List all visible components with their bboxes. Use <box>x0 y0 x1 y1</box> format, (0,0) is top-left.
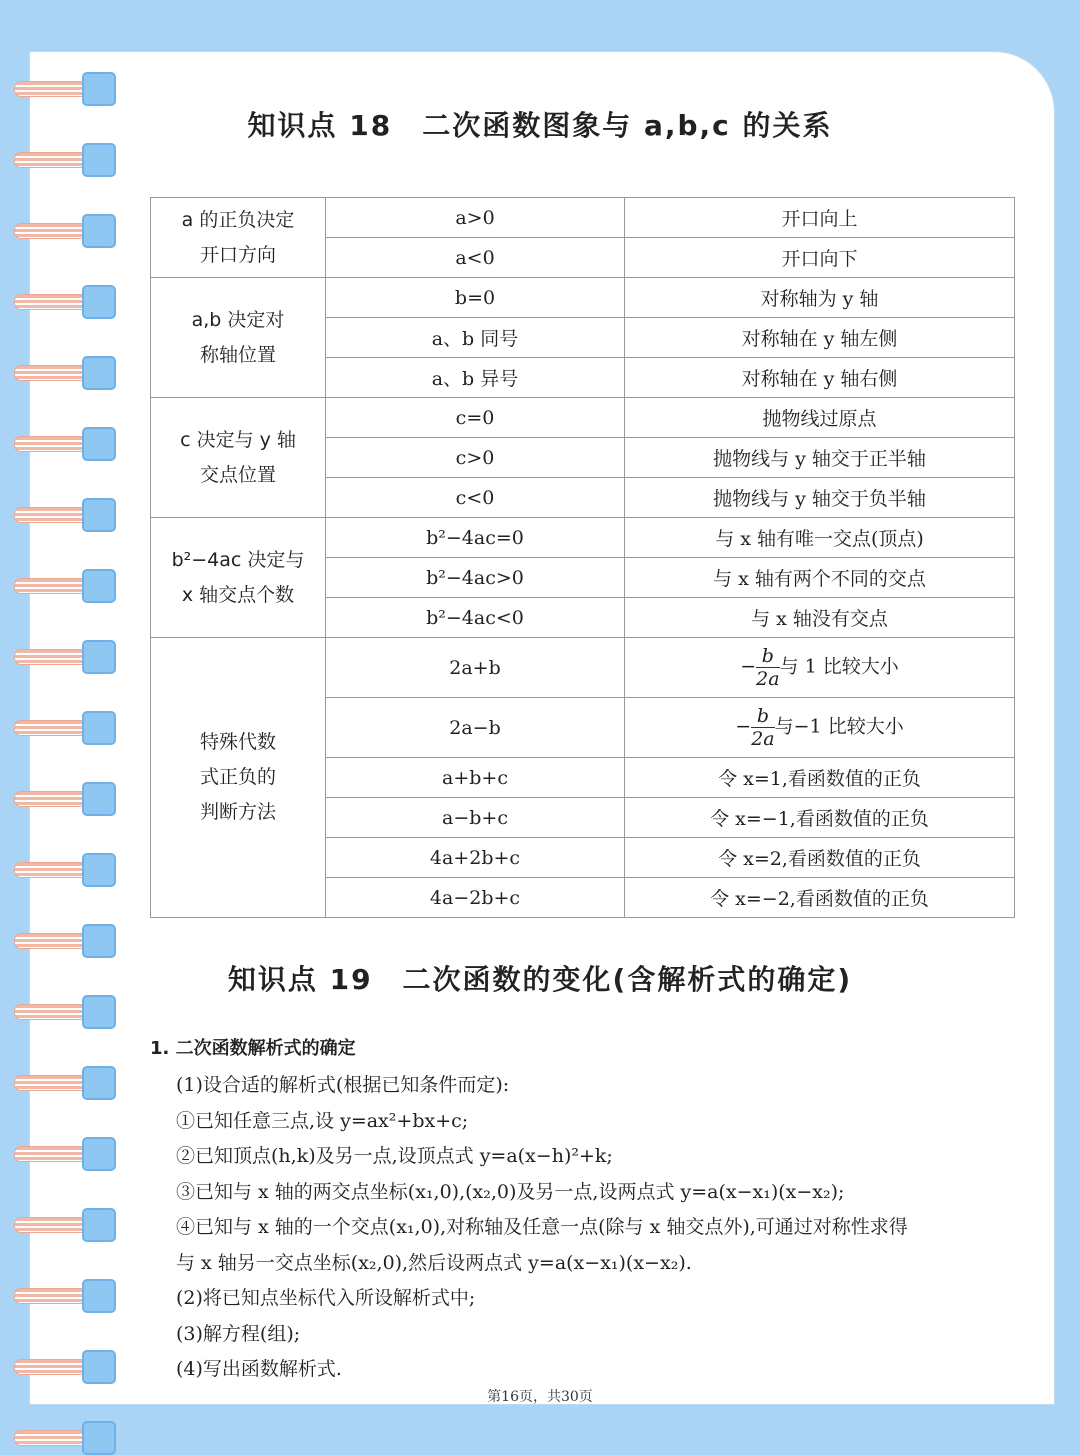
text-line: ③已知与 x 轴的两交点坐标(x₁,0),(x₂,0)及另一点,设两点式 y=a(x−x₁)(x−x₂); <box>176 1180 845 1203</box>
comparison-text: 与 1 比较大小 <box>779 655 899 678</box>
binding-ring <box>14 995 106 1029</box>
ring-wire <box>14 507 88 523</box>
ring-hole <box>82 569 116 603</box>
result-cell: 与 x 轴没有交点 <box>625 598 1015 638</box>
binding-ring <box>14 853 106 887</box>
ring-wire <box>14 1288 88 1304</box>
result-cell: 令 x=−2,看函数值的正负 <box>625 878 1015 918</box>
row-group-label <box>151 278 326 398</box>
minus-sign: − <box>735 715 752 738</box>
label-line: x 轴交点个数 <box>181 583 295 606</box>
ring-wire <box>14 223 88 239</box>
binding-ring <box>14 1350 106 1384</box>
ring-wire <box>14 720 88 736</box>
result-cell: 与 x 轴有两个不同的交点 <box>625 558 1015 598</box>
binding-ring <box>14 1066 106 1100</box>
label-line: 特殊代数 <box>199 731 276 753</box>
binding-ring <box>14 498 106 532</box>
text-line: ①已知任意三点,设 y=ax²+bx+c; <box>176 1109 469 1132</box>
condition-cell: 2a+b <box>326 638 625 698</box>
binding-ring <box>14 711 106 745</box>
result-cell: 令 x=2,看函数值的正负 <box>625 838 1015 878</box>
label-line: 开口方向 <box>199 243 276 266</box>
binding-ring <box>14 1208 106 1242</box>
result-cell: 令 x=1,看函数值的正负 <box>625 758 1015 798</box>
minus-sign: − <box>740 655 757 678</box>
result-cell: 令 x=−1,看函数值的正负 <box>625 798 1015 838</box>
ring-wire <box>14 81 88 97</box>
label-line: 判断方法 <box>199 801 276 823</box>
coefficient-table <box>150 197 1015 918</box>
binding-ring <box>14 143 106 177</box>
condition-cell: a、b 同号 <box>326 318 625 358</box>
result-cell <box>625 638 1015 698</box>
binding-ring <box>14 569 106 603</box>
ring-hole <box>82 711 116 745</box>
result-cell: 开口向下 <box>625 238 1015 278</box>
ring-hole <box>82 285 116 319</box>
ring-hole <box>82 1208 116 1242</box>
row-group-label <box>151 198 326 278</box>
comparison-text: 与−1 比较大小 <box>774 715 904 738</box>
result-cell: 开口向上 <box>625 198 1015 238</box>
ring-hole <box>82 995 116 1029</box>
ring-wire <box>14 1004 88 1020</box>
ring-wire <box>14 791 88 807</box>
table-row <box>151 398 1015 438</box>
condition-cell: a、b 异号 <box>326 358 625 398</box>
condition-cell: 2a−b <box>326 698 625 758</box>
binding-ring <box>14 214 106 248</box>
condition-cell: b²−4ac>0 <box>326 558 625 598</box>
condition-cell: b²−4ac<0 <box>326 598 625 638</box>
condition-cell: a+b+c <box>326 758 625 798</box>
ring-wire <box>14 1075 88 1091</box>
fraction-numerator: b <box>756 645 779 668</box>
ring-hole <box>82 782 116 816</box>
ring-wire <box>14 1146 88 1162</box>
condition-cell: 4a+2b+c <box>326 838 625 878</box>
ring-hole <box>82 640 116 674</box>
text-line: (1)设合适的解析式(根据已知条件而定): <box>176 1074 510 1096</box>
ring-hole <box>82 356 116 390</box>
result-cell: 对称轴在 y 轴右侧 <box>625 358 1015 398</box>
binding-ring <box>14 72 106 106</box>
binding-ring <box>14 427 106 461</box>
condition-cell: c<0 <box>326 478 625 518</box>
ring-wire <box>14 1430 88 1446</box>
table-row <box>151 278 1015 318</box>
ring-wire <box>14 436 88 452</box>
ring-wire <box>14 294 88 310</box>
ring-hole <box>82 1066 116 1100</box>
row-group-label <box>151 518 326 638</box>
row-group-label <box>151 638 326 918</box>
ring-wire <box>14 649 88 665</box>
table-row <box>151 198 1015 238</box>
text-line: 与 x 轴另一交点坐标(x₂,0),然后设两点式 y=a(x−x₁)(x−x₂). <box>176 1251 692 1274</box>
result-cell: 对称轴为 y 轴 <box>625 278 1015 318</box>
ring-wire <box>14 1359 88 1375</box>
condition-cell: a<0 <box>326 238 625 278</box>
ring-hole <box>82 427 116 461</box>
binding-ring <box>14 640 106 674</box>
table-row <box>151 638 1015 698</box>
ring-hole <box>82 72 116 106</box>
ring-wire <box>14 1217 88 1233</box>
text-line: ②已知顶点(h,k)及另一点,设顶点式 y=a(x−h)²+k; <box>176 1145 613 1167</box>
fraction <box>756 645 779 690</box>
fraction <box>751 705 774 750</box>
condition-cell: b²−4ac=0 <box>326 518 625 558</box>
result-cell: 抛物线与 y 轴交于正半轴 <box>625 438 1015 478</box>
ring-wire <box>14 862 88 878</box>
ring-hole <box>82 214 116 248</box>
result-cell: 抛物线过原点 <box>625 398 1015 438</box>
text-line: ④已知与 x 轴的一个交点(x₁,0),对称轴及任意一点(除与 x 轴交点外),可通过对称性求得 <box>176 1216 908 1238</box>
text-line: (4)写出函数解析式. <box>176 1358 342 1380</box>
label-line: 式正负的 <box>199 766 276 788</box>
fraction-denominator: 2a <box>756 668 780 690</box>
binding-ring <box>14 1421 106 1455</box>
condition-cell: b=0 <box>326 278 625 318</box>
ring-wire <box>14 578 88 594</box>
label-line: a 的正负决定 <box>181 208 295 231</box>
section-heading: 1. 二次函数解析式的确定 <box>150 1038 356 1059</box>
label-line: c 决定与 y 轴 <box>180 428 296 451</box>
ring-hole <box>82 1279 116 1313</box>
binding-ring <box>14 285 106 319</box>
ring-hole <box>82 853 116 887</box>
condition-cell: a>0 <box>326 198 625 238</box>
label-line: a,b 决定对 <box>191 308 285 331</box>
condition-cell: c=0 <box>326 398 625 438</box>
condition-cell: c>0 <box>326 438 625 478</box>
ring-hole <box>82 498 116 532</box>
ring-hole <box>82 1421 116 1455</box>
label-line: 称轴位置 <box>199 343 276 366</box>
table-row <box>151 518 1015 558</box>
section-title-19: 知识点 19 二次函数的变化(含解析式的确定) <box>227 963 853 996</box>
condition-cell: 4a−2b+c <box>326 878 625 918</box>
row-group-label <box>151 398 326 518</box>
ring-hole <box>82 143 116 177</box>
ring-wire <box>14 365 88 381</box>
binding-ring <box>14 924 106 958</box>
ring-hole <box>82 924 116 958</box>
section-title-18: 知识点 18 二次函数图象与 a,b,c 的关系 <box>247 109 833 142</box>
analytic-expression-section <box>150 1034 1030 1388</box>
text-line: (2)将已知点坐标代入所设解析式中; <box>176 1287 476 1309</box>
ring-hole <box>82 1350 116 1384</box>
binding-ring <box>14 1279 106 1313</box>
ring-hole <box>82 1137 116 1171</box>
text-line: (3)解方程(组); <box>176 1322 301 1345</box>
fraction-denominator: 2a <box>751 728 775 750</box>
ring-wire <box>14 152 88 168</box>
result-cell: 抛物线与 y 轴交于负半轴 <box>625 478 1015 518</box>
label-line: b²−4ac 决定与 <box>171 548 305 571</box>
result-cell: 对称轴在 y 轴左侧 <box>625 318 1015 358</box>
result-cell <box>625 698 1015 758</box>
ring-wire <box>14 933 88 949</box>
fraction-numerator: b <box>751 705 774 728</box>
page-footer: 第16页，共30页 <box>487 1389 593 1405</box>
binding-ring <box>14 782 106 816</box>
binding-ring <box>14 356 106 390</box>
label-line: 交点位置 <box>199 463 276 486</box>
binding-ring <box>14 1137 106 1171</box>
result-cell: 与 x 轴有唯一交点(顶点) <box>625 518 1015 558</box>
condition-cell: a−b+c <box>326 798 625 838</box>
